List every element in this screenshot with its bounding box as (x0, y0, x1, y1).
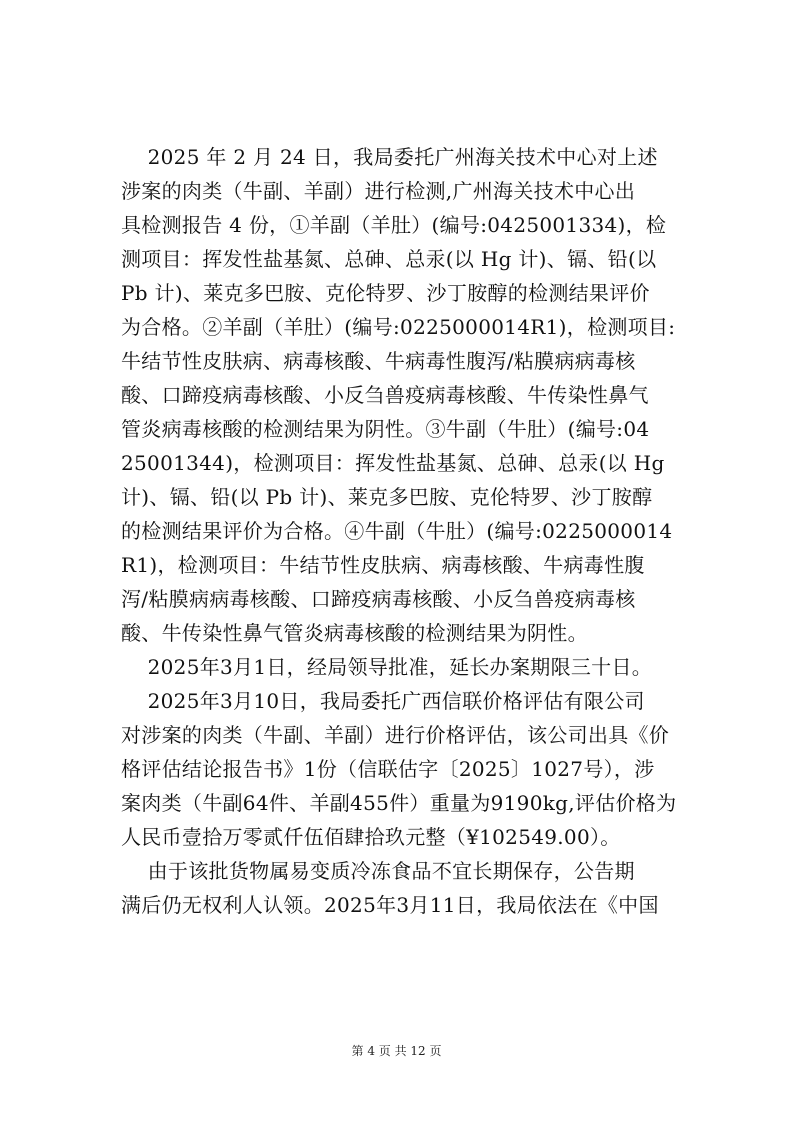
text-line: 酸、牛传染性鼻气管炎病毒核酸的检测结果为阴性。 (121, 621, 588, 645)
text-line: 2025 年 2 月 24 日，我局委托广州海关技术中心对上述 (121, 145, 658, 169)
text-line: 由于该批货物属易变质冷冻食品不宜长期保存，公告期 (121, 859, 635, 883)
text-line: 测项目：挥发性盐基氮、总砷、总汞(以 Hg 计)、镉、铅(以 (121, 247, 657, 271)
text-line: 牛结节性皮肤病、病毒核酸、牛病毒性腹泻/粘膜病病毒核 (121, 349, 636, 373)
text-line: 2025年3月10日，我局委托广西信联价格评估有限公司 (121, 689, 645, 713)
page-number: 第 4 页 共 12 页 (351, 1044, 442, 1058)
text-line: 泻/粘膜病病毒核酸、口蹄疫病毒核酸、小反刍兽疫病毒核 (121, 587, 636, 611)
text-line: 酸、口蹄疫病毒核酸、小反刍兽疫病毒核酸、牛传染性鼻气 (121, 383, 649, 407)
text-line: Pb 计)、莱克多巴胺、克伦特罗、沙丁胺醇的检测结果评价 (121, 281, 650, 305)
text-line: 2025年3月1日，经局领导批准，延长办案期限三十日。 (121, 655, 653, 679)
text-line: 案肉类（牛副64件、羊副455件）重量为9190kg,评估价格为 (121, 791, 677, 815)
text-line: 为合格。②羊副（羊肚）(编号:0225000014R1)，检测项目: (121, 315, 676, 339)
text-line: 涉案的肉类（牛副、羊副）进行检测,广州海关技术中心出 (121, 179, 636, 203)
text-line: 具检测报告 4 份，①羊副（羊肚）(编号:0425001334)，检 (121, 213, 667, 237)
text-line: 计)、镉、铅(以 Pb 计)、莱克多巴胺、克伦特罗、沙丁胺醇 (121, 485, 653, 509)
body-text (121, 140, 681, 922)
text-line: 25001344)，检测项目：挥发性盐基氮、总砷、总汞(以 Hg (121, 451, 665, 475)
text-line: 管炎病毒核酸的检测结果为阴性。③牛副（牛肚）(编号:04 (121, 417, 650, 441)
text-line: 对涉案的肉类（牛副、羊副）进行价格评估，该公司出具《价 (121, 723, 670, 747)
text-line: 满后仍无权利人认领。2025年3月11日，我局依法在《中国 (121, 893, 659, 917)
text-line: 格评估结论报告书》1份（信联估字〔2025〕1027号），涉 (121, 757, 655, 781)
text-line: 的检测结果评价为合格。④牛副（牛肚）(编号:0225000014 (121, 519, 673, 543)
text-line: 人民币壹拾万零贰仟伍佰肆拾玖元整（¥102549.00）。 (121, 825, 621, 849)
text-line: R1)，检测项目：牛结节性皮肤病、病毒核酸、牛病毒性腹 (121, 553, 645, 577)
